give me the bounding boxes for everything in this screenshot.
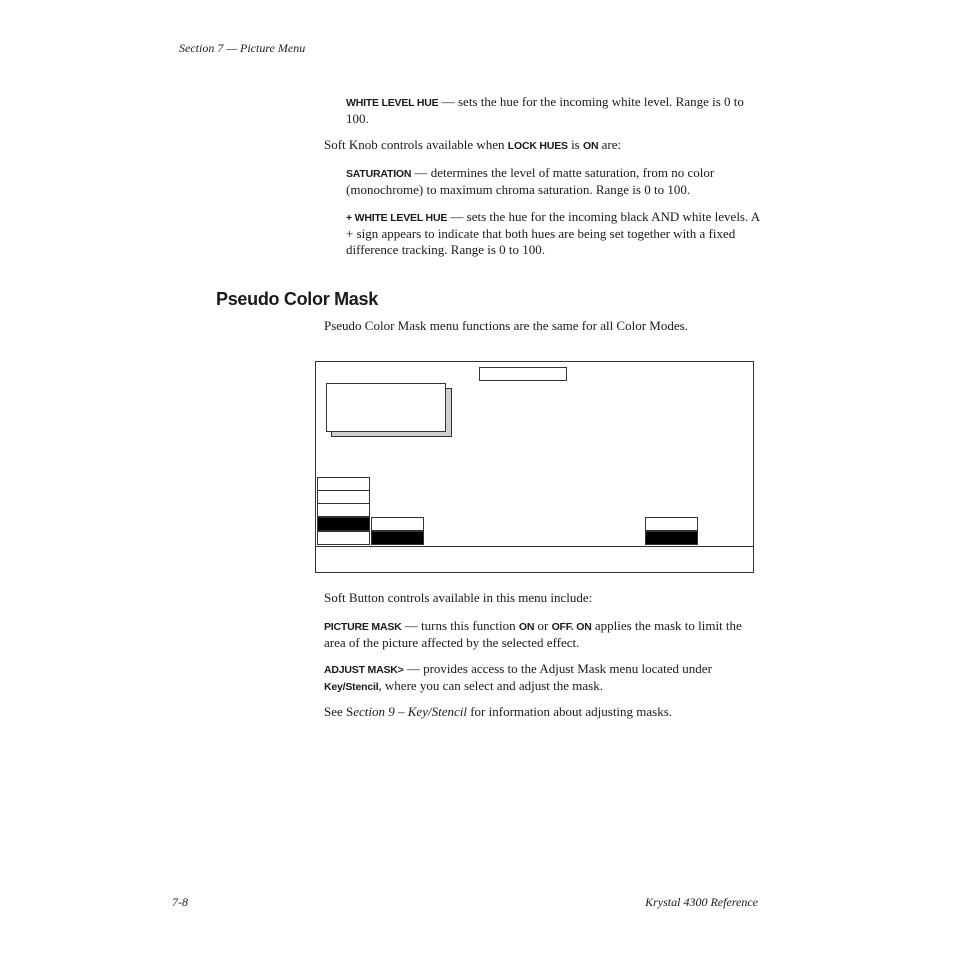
menu-divider — [316, 546, 753, 547]
page-number: 7-8 — [172, 895, 188, 909]
status-window — [326, 383, 446, 432]
intro-prefix: Soft Knob controls available when — [324, 137, 508, 152]
footer-title: Krystal 4300 Reference — [645, 895, 758, 909]
picture-mask-button[interactable] — [371, 517, 424, 531]
see-also — [324, 704, 758, 720]
section-title: Pseudo Color Mask — [216, 289, 378, 309]
see-reference: ection 9 – Key/Stencil — [353, 704, 467, 719]
entry-plus-white-level-hue — [346, 209, 760, 258]
entry-key: WHITE LEVEL HUE — [346, 97, 439, 109]
lock-hues-key: LOCK HUES — [507, 140, 568, 152]
on-key: ON — [582, 140, 599, 152]
soft-button-4-selected[interactable] — [317, 517, 370, 531]
entry-text: — determines the level of matte saturation, from no color (monochrome) to maximum chroma saturation. Range is 0 to 100. — [346, 165, 715, 197]
entry-key: + WHITE LEVEL HUE — [346, 212, 448, 224]
entry-saturation — [346, 165, 758, 198]
off-on-key: OFF. ON — [551, 621, 592, 633]
soft-button-2[interactable] — [317, 490, 370, 504]
picture-mask-state[interactable] — [371, 531, 424, 545]
entry-text: , where you can select and adjust the mask. — [378, 678, 603, 693]
intro-mid: is — [567, 137, 583, 152]
section-intro: Pseudo Color Mask menu functions are the same for all Color Modes. — [324, 318, 688, 333]
see-suffix: for information about adjusting masks. — [466, 704, 673, 719]
entry-text: applies the mask to limit the area of the picture affected by the selected effect. — [324, 618, 742, 650]
running-header: Section 7 — Picture Menu — [179, 41, 306, 55]
soft-button-1[interactable] — [317, 477, 370, 491]
adjust-mask-state[interactable] — [645, 531, 698, 545]
see-prefix: See S — [324, 704, 354, 719]
entry-text: — sets the hue for the incoming white level. Range is 0 to 100. — [346, 94, 744, 126]
on-key: ON — [518, 621, 535, 633]
entry-picture-mask — [324, 618, 760, 651]
entry-key: PICTURE MASK — [324, 621, 402, 633]
entry-key: SATURATION — [346, 168, 412, 180]
adjust-mask-button[interactable] — [645, 517, 698, 531]
soft-button-3[interactable] — [317, 503, 370, 517]
entry-key: ADJUST MASK> — [324, 664, 404, 676]
entry-text: — sets the hue for the incoming black AND white levels. A + sign appears to indicate that both hues are being set together with a fixed difference tracking. Range is 0 to 100. — [346, 209, 760, 257]
key-stencil-key: Key/Stencil — [324, 681, 379, 693]
menu-title-box — [479, 367, 567, 381]
intro-suffix: are: — [598, 137, 622, 152]
entry-text: — provides access to the Adjust Mask menu located under — [403, 661, 712, 676]
menu-diagram — [315, 361, 754, 573]
entry-text: or — [534, 618, 552, 633]
lock-hues-intro — [324, 137, 758, 154]
soft-button-5[interactable] — [317, 531, 370, 545]
soft-button-intro: Soft Button controls available in this menu include: — [324, 590, 593, 605]
entry-white-level-hue — [346, 94, 758, 127]
entry-adjust-mask — [324, 661, 760, 695]
entry-text: — turns this function — [401, 618, 519, 633]
